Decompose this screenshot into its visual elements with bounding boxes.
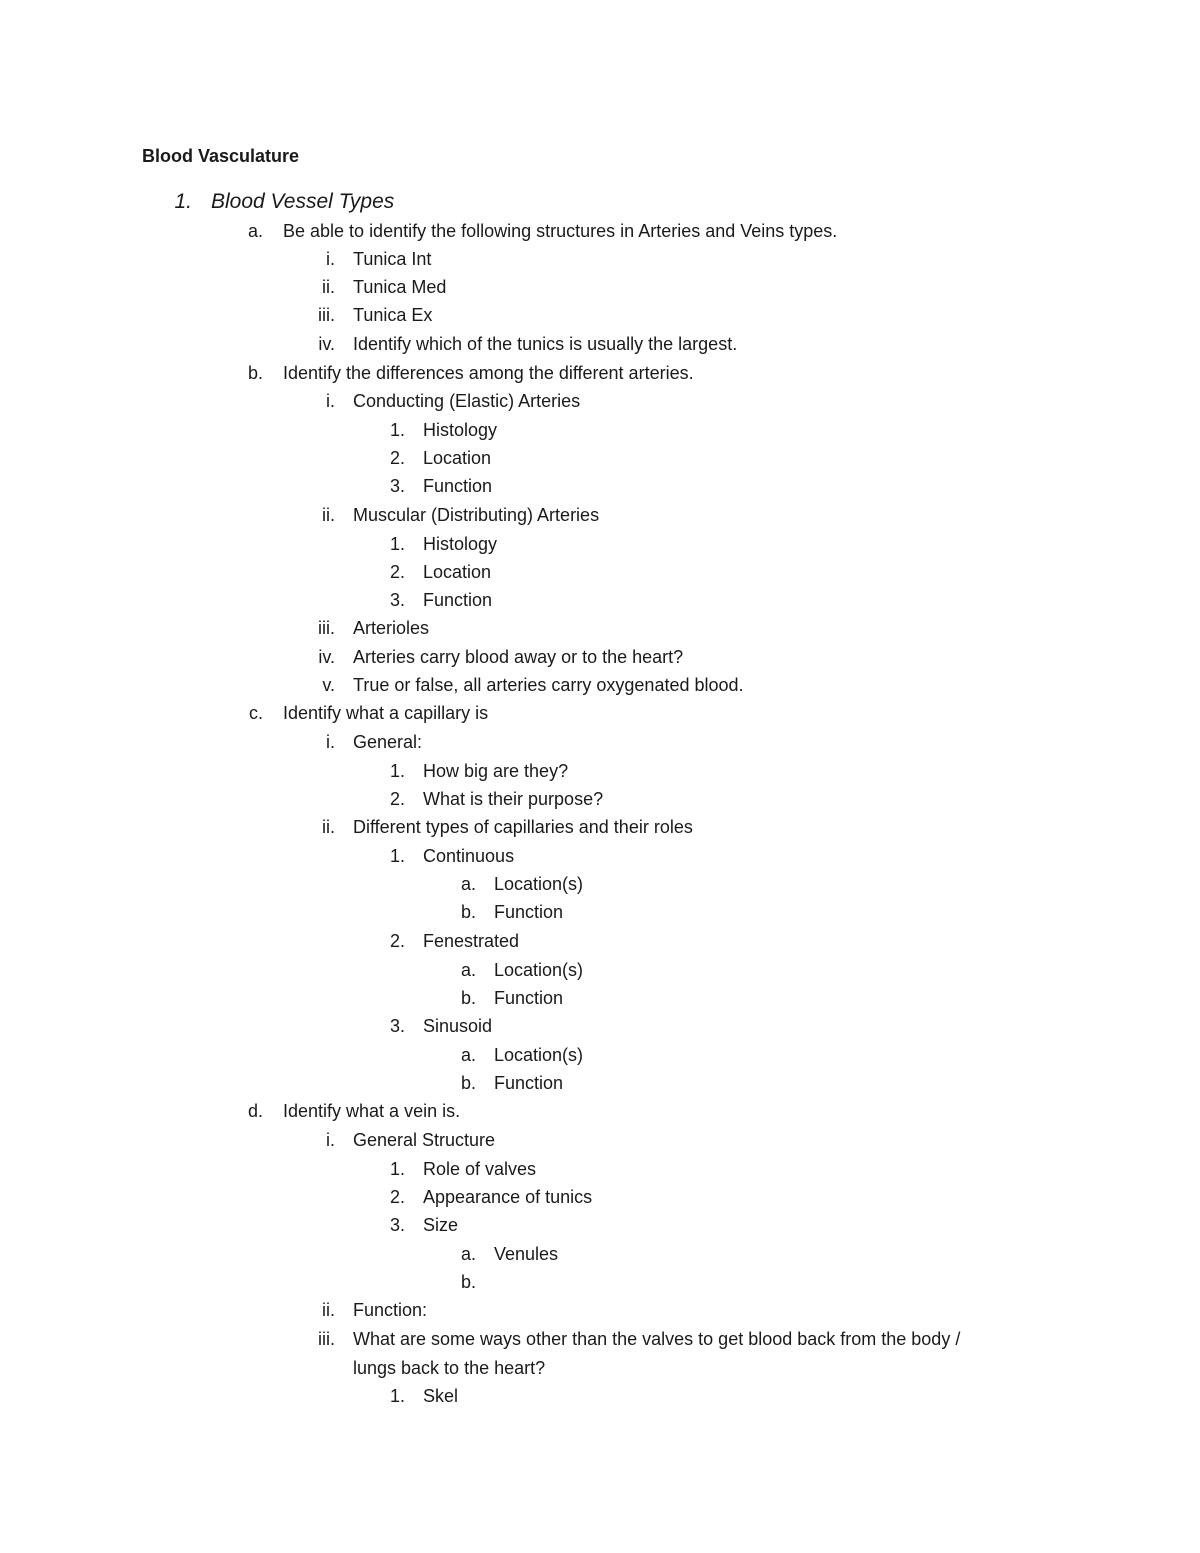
- outline-text: Location(s): [494, 960, 584, 980]
- outline-marker: 2.: [389, 789, 405, 809]
- outline-text: Sinusoid: [423, 1016, 493, 1036]
- outline-item: [0, 644, 1100, 670]
- outline-text: Function: [423, 590, 493, 610]
- document-title: Blood Vasculature: [142, 146, 300, 166]
- outline-text: Be able to identify the following structures in Arteries and Veins types.: [283, 221, 838, 241]
- outline-text: Tunica Ex: [353, 305, 433, 325]
- outline-item: [0, 985, 1100, 1011]
- outline-marker: 3.: [389, 476, 405, 496]
- outline-marker: iii.: [318, 305, 335, 325]
- outline-item: [0, 843, 1100, 869]
- outline-text: Fenestrated: [423, 931, 520, 951]
- outline-text: Muscular (Distributing) Arteries: [353, 505, 600, 525]
- outline-text: Function: [423, 476, 493, 496]
- outline-text: Function: [494, 988, 564, 1008]
- outline-marker: 2.: [389, 931, 405, 951]
- outline-marker: a.: [460, 874, 476, 894]
- outline-marker: 1.: [389, 846, 405, 866]
- outline-item: [0, 871, 1100, 897]
- outline-text: Appearance of tunics: [423, 1187, 593, 1207]
- outline-item: [0, 928, 1100, 954]
- outline-marker: b.: [460, 988, 476, 1008]
- outline-marker: 2.: [389, 448, 405, 468]
- outline-text: Location: [423, 448, 492, 468]
- outline-text: What are some ways other than the valves to get blood back from the body /: [353, 1329, 961, 1349]
- outline-marker: i.: [326, 249, 335, 269]
- outline-text: Continuous: [423, 846, 515, 866]
- outline-item: [0, 700, 1100, 726]
- outline-marker: 3.: [389, 1016, 405, 1036]
- outline-marker: 3.: [389, 1215, 405, 1235]
- outline-item: [0, 729, 1100, 755]
- outline-marker: 1.: [389, 1159, 405, 1179]
- outline-marker: 1.: [389, 420, 405, 440]
- outline-text: Tunica Med: [353, 277, 447, 297]
- outline-item: [0, 1383, 1100, 1409]
- outline-marker: b.: [460, 1272, 476, 1292]
- outline-item: [0, 187, 1100, 217]
- outline-text: Tunica Int: [353, 249, 432, 269]
- outline-item: [0, 417, 1100, 443]
- outline-text: Different types of capillaries and their roles: [353, 817, 693, 837]
- outline-text: What is their purpose?: [423, 789, 604, 809]
- outline-marker: i.: [326, 732, 335, 752]
- outline-marker: iv.: [318, 647, 335, 667]
- outline-marker: a.: [460, 1045, 476, 1065]
- outline-marker: iv.: [318, 334, 335, 354]
- outline-text: General:: [353, 732, 423, 752]
- outline-item: [0, 957, 1100, 983]
- outline-text: Blood Vessel Types: [211, 190, 395, 213]
- outline-text: Identify what a vein is.: [283, 1101, 461, 1121]
- outline-text: Histology: [423, 420, 498, 440]
- outline-text: Function: [494, 1073, 564, 1093]
- outline-item: [0, 274, 1100, 300]
- outline-text: Arteries carry blood away or to the heart?: [353, 647, 684, 667]
- outline-marker: a.: [460, 1244, 476, 1264]
- outline-item: [0, 1212, 1100, 1238]
- outline-marker: 2.: [389, 562, 405, 582]
- outline-item: [0, 1042, 1100, 1068]
- outline-item: [0, 1098, 1100, 1124]
- outline-item: [0, 218, 1100, 244]
- outline-text: Conducting (Elastic) Arteries: [353, 391, 581, 411]
- outline-marker: iii.: [318, 618, 335, 638]
- outline-marker: iii.: [318, 1329, 335, 1349]
- outline-item: [0, 615, 1100, 641]
- outline-text: Histology: [423, 534, 498, 554]
- outline-item: [0, 1269, 1100, 1295]
- outline-text: General Structure: [353, 1130, 496, 1150]
- outline-text: Location(s): [494, 874, 584, 894]
- outline-item: [0, 1241, 1100, 1267]
- outline-marker: b.: [460, 1073, 476, 1093]
- outline-text: Function:: [353, 1300, 428, 1320]
- outline-item: [0, 1355, 1100, 1381]
- outline-text: Size: [423, 1215, 459, 1235]
- outline-item: [0, 587, 1100, 613]
- outline-marker: ii.: [322, 817, 335, 837]
- outline-item: [0, 1184, 1100, 1210]
- outline-item: [0, 899, 1100, 925]
- outline-marker: v.: [322, 675, 335, 695]
- outline-marker: ii.: [322, 277, 335, 297]
- outline-item: [0, 331, 1100, 357]
- outline-text: Function: [494, 902, 564, 922]
- outline-text: Role of valves: [423, 1159, 537, 1179]
- outline-item: [0, 388, 1100, 414]
- outline-marker: 3.: [389, 590, 405, 610]
- outline-marker: d.: [247, 1101, 263, 1121]
- outline-text: Identify which of the tunics is usually the largest.: [353, 334, 738, 354]
- outline-marker: a.: [247, 221, 263, 241]
- outline-marker: b.: [460, 902, 476, 922]
- outline-item: [0, 672, 1100, 698]
- outline-item: [0, 246, 1100, 272]
- outline-item: [0, 559, 1100, 585]
- outline-marker: ii.: [322, 505, 335, 525]
- outline-item: [0, 1070, 1100, 1096]
- outline-marker: 1.: [389, 534, 405, 554]
- outline-item: [0, 758, 1100, 784]
- outline-text: lungs back to the heart?: [353, 1358, 546, 1378]
- outline-item: [0, 302, 1100, 328]
- outline-item: [0, 531, 1100, 557]
- outline-item: [0, 1156, 1100, 1182]
- outline-item: [0, 502, 1100, 528]
- outline-item: [0, 473, 1100, 499]
- outline-item: [0, 1326, 1100, 1352]
- outline-marker: 1.: [389, 761, 405, 781]
- outline-marker: 2.: [389, 1187, 405, 1207]
- outline-marker: c.: [248, 703, 263, 723]
- outline-text: How big are they?: [423, 761, 569, 781]
- outline-text: True or false, all arteries carry oxygenated blood.: [353, 675, 744, 695]
- outline-item: [0, 445, 1100, 471]
- outline-item: [0, 1127, 1100, 1153]
- outline-text: Identify what a capillary is: [283, 703, 489, 723]
- outline-text: Arterioles: [353, 618, 430, 638]
- outline-text: Venules: [494, 1244, 559, 1264]
- outline-item: [0, 814, 1100, 840]
- outline-item: [0, 786, 1100, 812]
- outline-text: Location(s): [494, 1045, 584, 1065]
- outline-marker: i.: [326, 391, 335, 411]
- outline-marker: ii.: [322, 1300, 335, 1320]
- outline-text: Skel: [423, 1386, 459, 1406]
- outline-marker: i.: [326, 1130, 335, 1150]
- outline-item: [0, 1013, 1100, 1039]
- outline-marker: 1.: [174, 190, 192, 213]
- outline-item: [0, 360, 1100, 386]
- outline-item: [0, 1297, 1100, 1323]
- outline-marker: b.: [247, 363, 263, 383]
- outline-marker: 1.: [389, 1386, 405, 1406]
- outline-marker: a.: [460, 960, 476, 980]
- outline-text: Identify the differences among the different arteries.: [283, 363, 694, 383]
- outline-text: Location: [423, 562, 492, 582]
